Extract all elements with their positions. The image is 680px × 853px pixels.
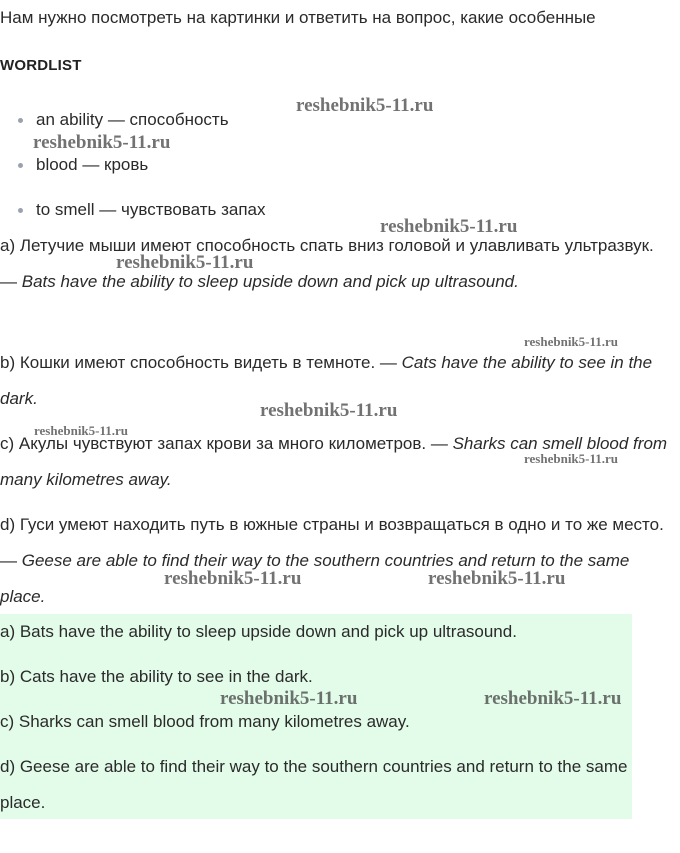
example-b-ru: b) Кошки имеют способность видеть в темноте. — [0, 353, 402, 372]
watermark: reshebnik5-11.ru [164, 568, 302, 589]
example-d [0, 507, 668, 615]
intro-paragraph: Нам нужно посмотреть на картинки и ответить на вопрос, какие особенные [0, 8, 596, 27]
wordlist-item-text: to smell — чувствовать запах [36, 200, 266, 219]
watermark: reshebnik5-11.ru [380, 216, 518, 237]
bullet-icon [18, 163, 23, 168]
bullet-icon [18, 208, 23, 213]
example-c [0, 426, 668, 498]
answer-c: c) Sharks can smell blood from many kilometres away. [0, 712, 410, 731]
answer-d: d) Geese are able to find their way to the southern countries and return to the same place. [0, 757, 628, 812]
wordlist-item-text: an ability — способность [36, 110, 229, 129]
wordlist-item [18, 198, 266, 222]
watermark: reshebnik5-11.ru [116, 252, 254, 273]
example-d-ru: d) Гуси умеют находить путь в южные страны и возвращаться в одно и то же место. — [0, 515, 664, 570]
example-a-ru: a) Летучие мыши имеют способность спать вниз головой и улавливать ультразвук. — [0, 236, 654, 291]
bullet-icon [18, 118, 23, 123]
answers-box [0, 614, 632, 819]
watermark: reshebnik5-11.ru [34, 423, 129, 438]
wordlist [18, 108, 266, 222]
example-b-en: Cats have the ability to see in the dark. [0, 353, 653, 408]
example-a [0, 228, 668, 300]
example-d-en: Geese are able to find their way to the southern countries and return to the same place. [0, 551, 630, 606]
answer-b: b) Cats have the ability to see in the dark. [0, 667, 313, 686]
watermark: reshebnik5-11.ru [484, 688, 622, 709]
watermark: reshebnik5-11.ru [296, 95, 434, 116]
example-c-ru: c) Акулы чувствуют запах крови за много километров. — [0, 434, 453, 453]
intro-paragraph-clip [0, 6, 680, 40]
answer-a: a) Bats have the ability to sleep upside down and pick up ultrasound. [0, 622, 517, 641]
wordlist-item-text: blood — кровь [36, 155, 149, 174]
example-b [0, 345, 668, 417]
watermark: reshebnik5-11.ru [524, 334, 619, 349]
wordlist-title: WORDLIST [0, 57, 82, 74]
watermark: reshebnik5-11.ru [220, 688, 358, 709]
watermark: reshebnik5-11.ru [428, 568, 566, 589]
example-c-en: Sharks can smell blood from many kilometres away. [0, 434, 668, 489]
watermark: reshebnik5-11.ru [260, 400, 398, 421]
wordlist-item [18, 153, 266, 177]
wordlist-item [18, 108, 266, 132]
watermark: reshebnik5-11.ru [524, 451, 619, 466]
example-a-en: Bats have the ability to sleep upside down and pick up ultrasound. [21, 272, 519, 291]
watermark: reshebnik5-11.ru [33, 132, 171, 153]
